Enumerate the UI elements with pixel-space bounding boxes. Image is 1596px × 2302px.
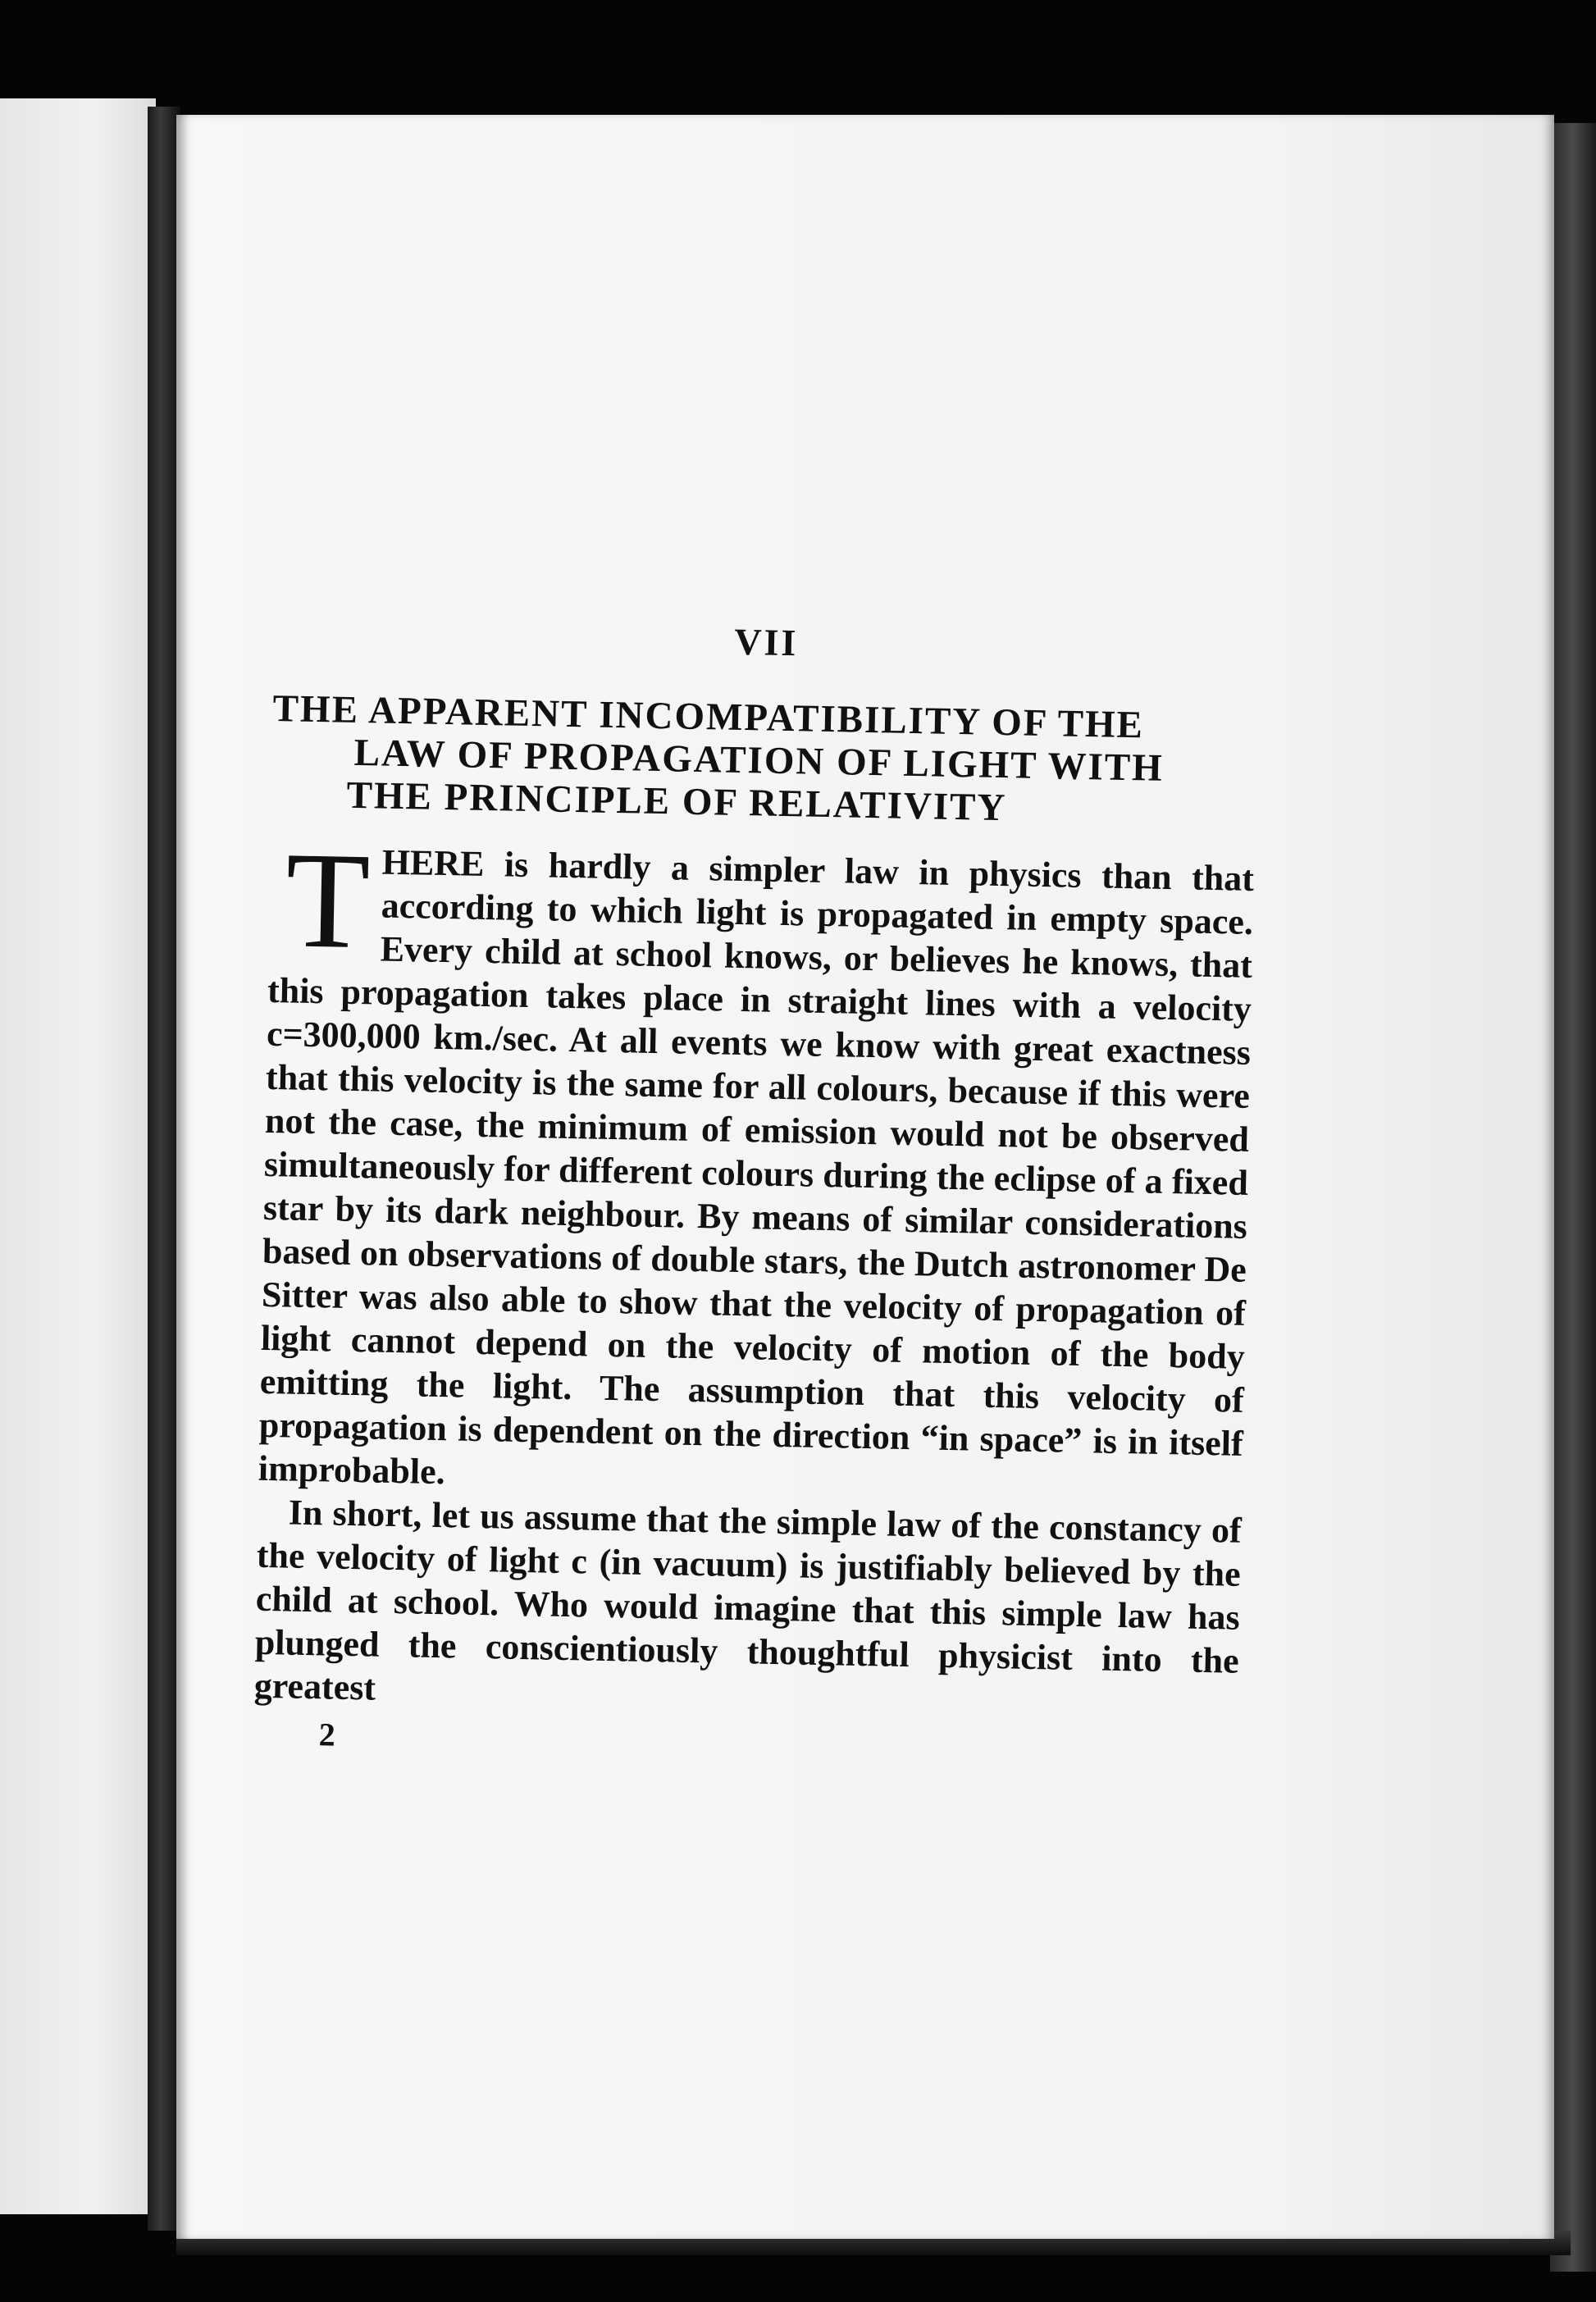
chapter-title-line-1: THE APPARENT INCOMPATIBILITY OF THE (272, 686, 1145, 747)
paragraph-1-text: HERE is hardly a simpler law in physics than that according to which light is propagated in empty space. Every child at school knows, or believes he knows, that this propagation takes place in straight lines with a velocity c=300,000 km./sec. At all events we know with great exactness that this velocity is the same for all colours, because if this were not the case, the minimum of emission would not be observed simultaneously for different colours during the eclipse of a fixed star by its dark neighbour. By means of similar considerations based on observations of double stars, the Dutch astronomer De Sitter was also able to show that the velocity of propagation of light cannot depend on the velocity of motion of the body emitting the light. The assumption that this velocity of propagation is dependent on the direction “in space” is in itself improbable. (258, 841, 1255, 1493)
facing-page (0, 98, 156, 2214)
book-spine (148, 107, 180, 2231)
page-number: 2 (318, 1716, 336, 1753)
drop-cap: T (284, 823, 372, 978)
page-content (253, 611, 1259, 1771)
page-edge (1550, 123, 1596, 2272)
chapter-title-line-3: THE PRINCIPLE OF RELATIVITY (346, 773, 1007, 830)
chapter-title-line-2: LAW OF PROPAGATION OF LIGHT WITH (353, 731, 1165, 790)
paragraph-2: In short, let us assume that the simple law of the constancy of the velocity of light c (in vacuum) is justifiably believed by the child at school. Who would imagine that this simple law has plunged the conscientiously thoughtful physicist into the greatest (253, 1492, 1243, 1708)
chapter-title (271, 687, 1257, 834)
chapter-number: VII (733, 620, 799, 664)
paragraph-1 (258, 823, 1255, 1509)
